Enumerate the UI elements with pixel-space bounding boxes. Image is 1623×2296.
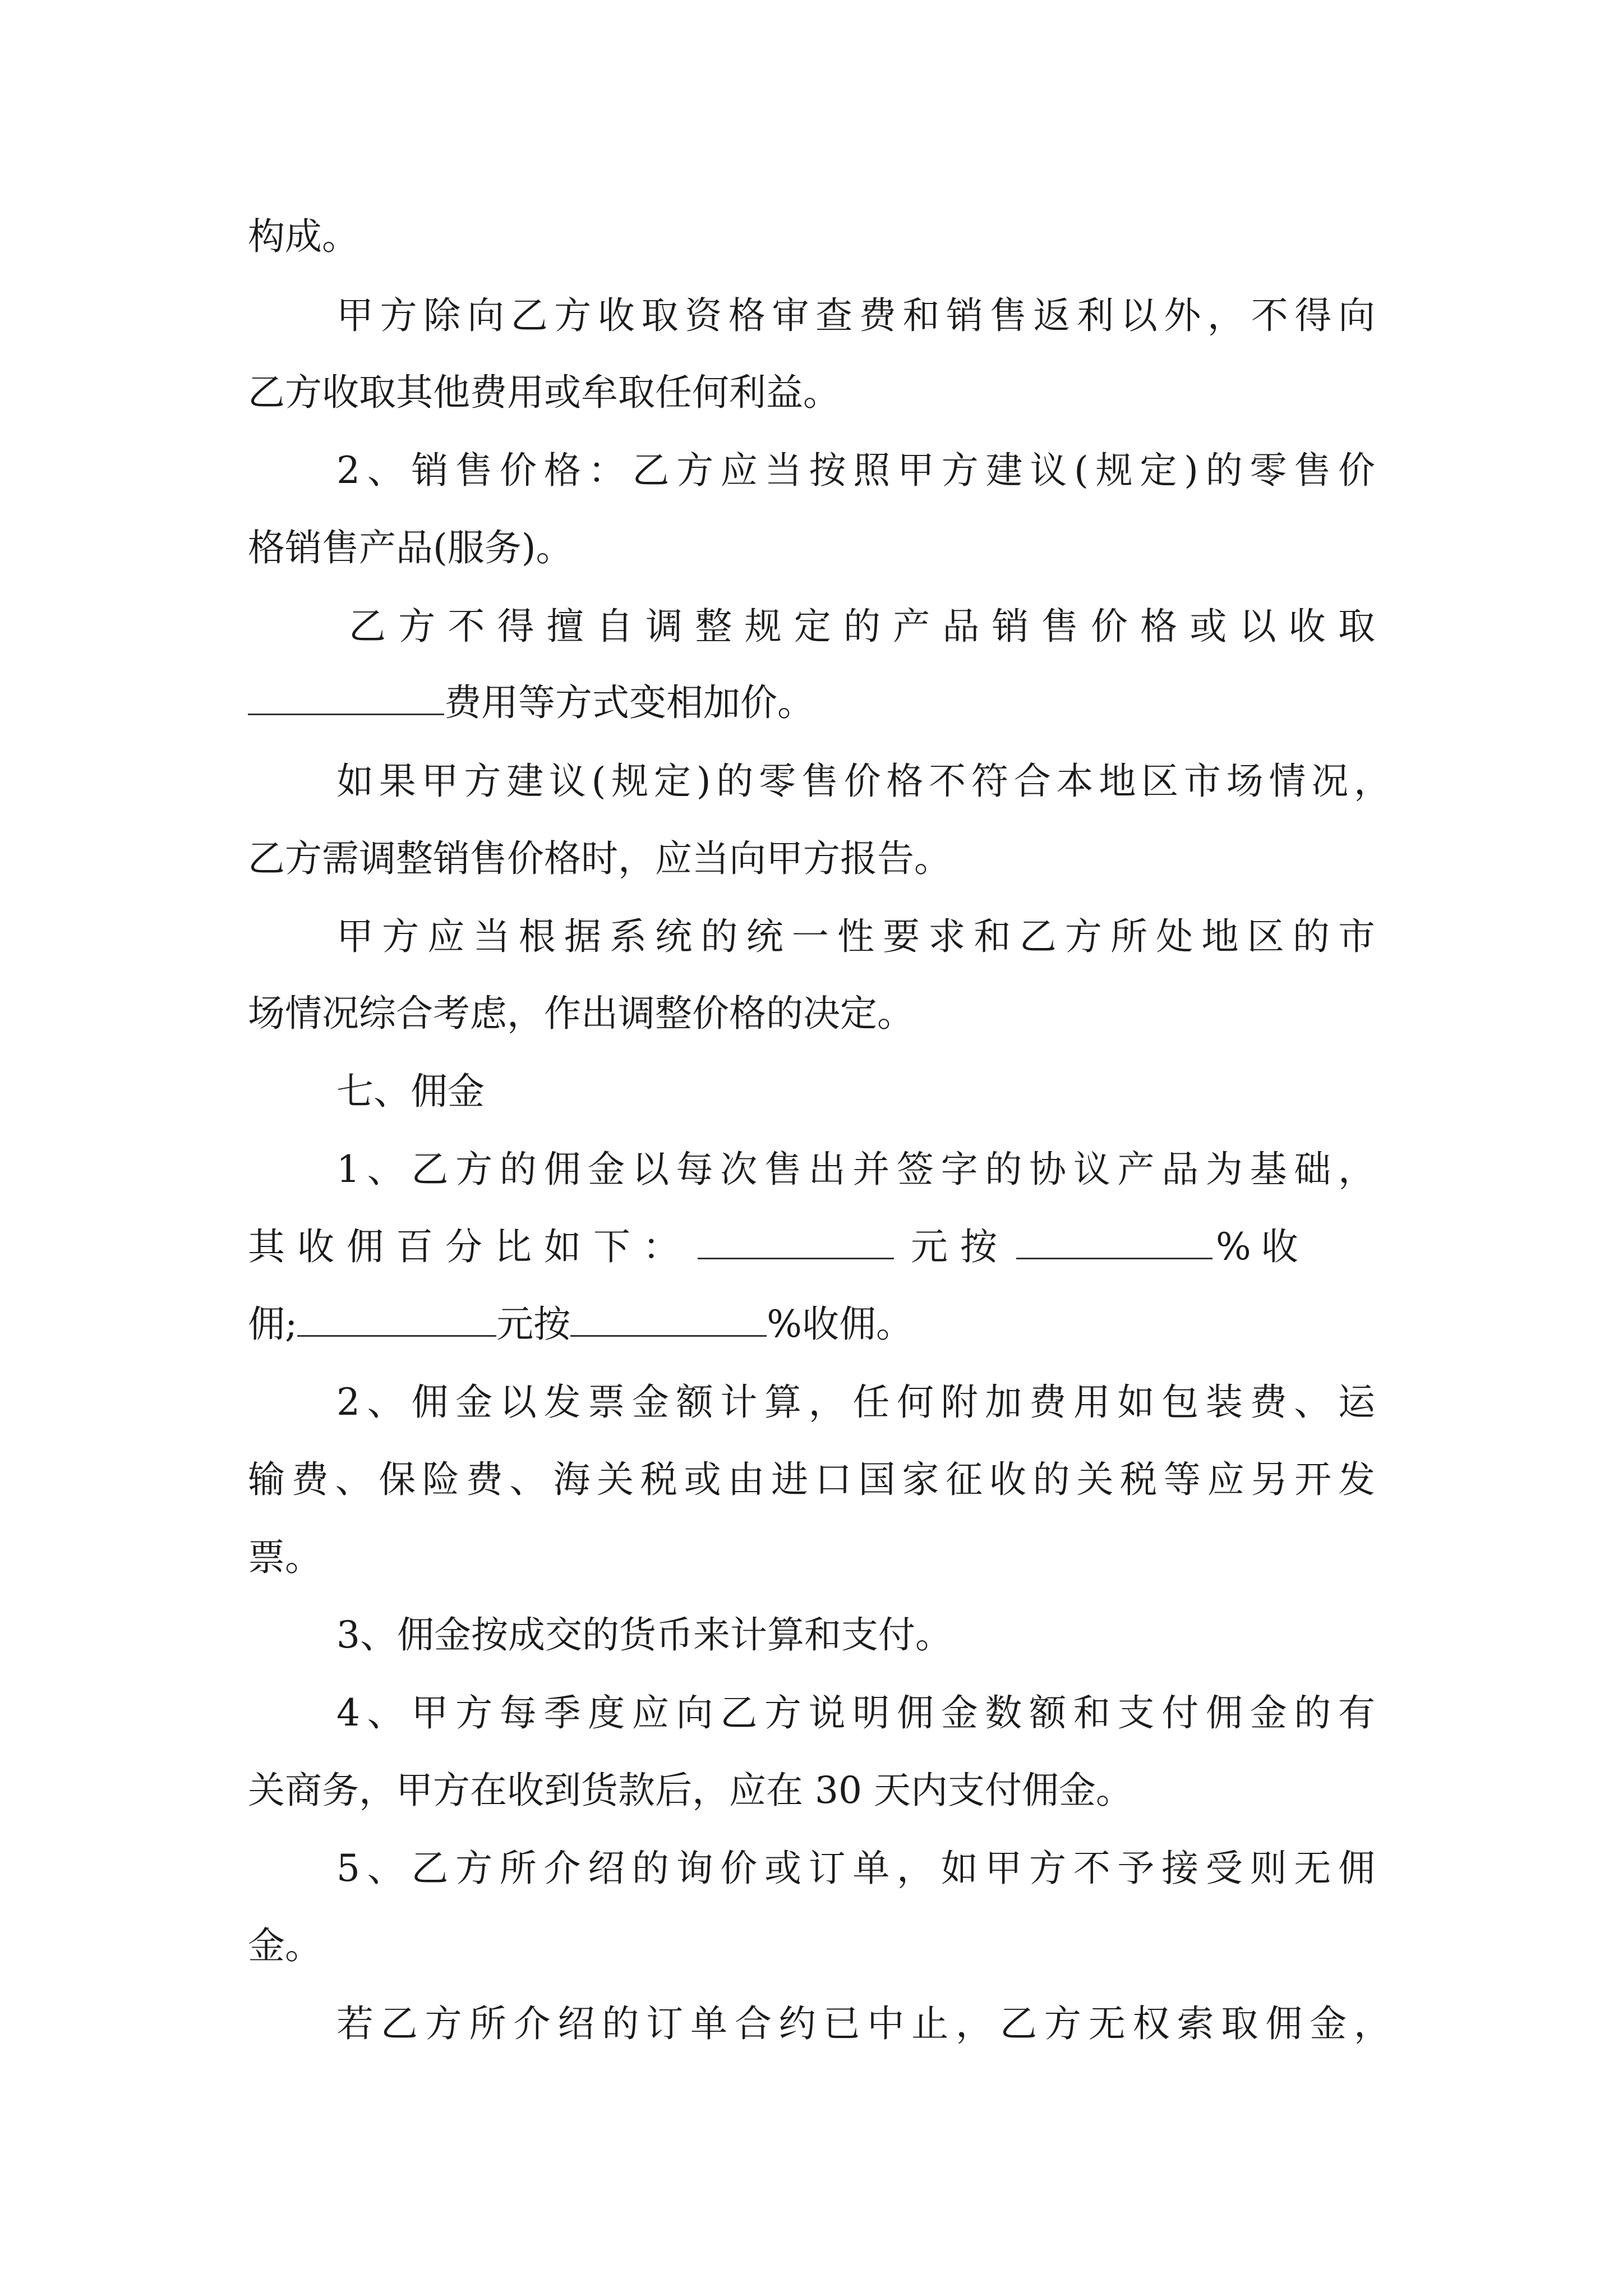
text-line: 2、佣金以发票金额计算，任何附加费用如包装费、运	[336, 1381, 1375, 1424]
text-line: 4、甲方每季度应向乙方说明佣金数额和支付佣金的有	[336, 1691, 1375, 1734]
text-line: 构成。	[248, 215, 359, 258]
text-line: 场情况综合考虑，作出调整价格的决定。	[248, 992, 914, 1035]
text-line: 甲方除向乙方收取资格审查费和销售返利以外，不得向	[336, 294, 1375, 337]
fill-blank[interactable]	[297, 1301, 496, 1337]
text-line: 乙方需调整销售价格时，应当向甲方报告。	[248, 837, 951, 880]
text-line: 关商务，甲方在收到货款后，应在 30 天内支付佣金。	[248, 1769, 1133, 1812]
text-line: 格销售产品(服务)。	[248, 526, 573, 569]
text-segment: 其收佣百分比如下：	[248, 1225, 692, 1268]
text-line-with-blanks	[248, 1294, 1375, 1355]
text-segment: %收	[1216, 1225, 1308, 1268]
text-segment: 元按	[496, 1303, 571, 1346]
text-line: 金。	[248, 1924, 322, 1967]
text-line: 1、乙方的佣金以每次售出并签字的协议产品为基础，	[336, 1148, 1375, 1191]
text-line: 5、乙方所介绍的询价或订单，如甲方不予接受则无佣	[336, 1847, 1375, 1890]
text-segment: 费用等方式变相加价。	[444, 681, 814, 724]
fill-blank[interactable]	[248, 680, 444, 715]
section-heading: 七、佣金	[336, 1070, 485, 1113]
text-line: 若乙方所介绍的订单合约已中止，乙方无权索取佣金，	[336, 2002, 1391, 2045]
text-line: 3、佣金按成交的货币来计算和支付。	[336, 1613, 952, 1657]
fill-blank[interactable]	[1016, 1224, 1212, 1259]
text-line-with-blank	[248, 672, 1375, 734]
text-line: 票。	[248, 1536, 322, 1579]
text-segment: 佣;	[248, 1303, 298, 1346]
text-segment: 元按	[911, 1225, 1009, 1268]
text-line: 乙方收取其他费用或牟取任何利益。	[248, 371, 840, 414]
text-line: 甲方应当根据系统的统一性要求和乙方所处地区的市	[336, 915, 1375, 958]
text-line: 乙方不得擅自调整规定的产品销售价格或以收取	[349, 605, 1375, 648]
text-line: 如果甲方建议(规定)的零售价格不符合本地区市场情况，	[336, 760, 1391, 803]
text-line: 输费、保险费、海关税或由进口国家征收的关税等应另开发	[248, 1458, 1375, 1501]
text-segment: %收佣。	[767, 1303, 913, 1346]
fill-blank[interactable]	[570, 1301, 767, 1337]
text-line-with-blanks	[248, 1216, 1375, 1278]
fill-blank[interactable]	[698, 1224, 894, 1259]
text-line: 2、销售价格：乙方应当按照甲方建议(规定)的零售价	[336, 449, 1375, 492]
